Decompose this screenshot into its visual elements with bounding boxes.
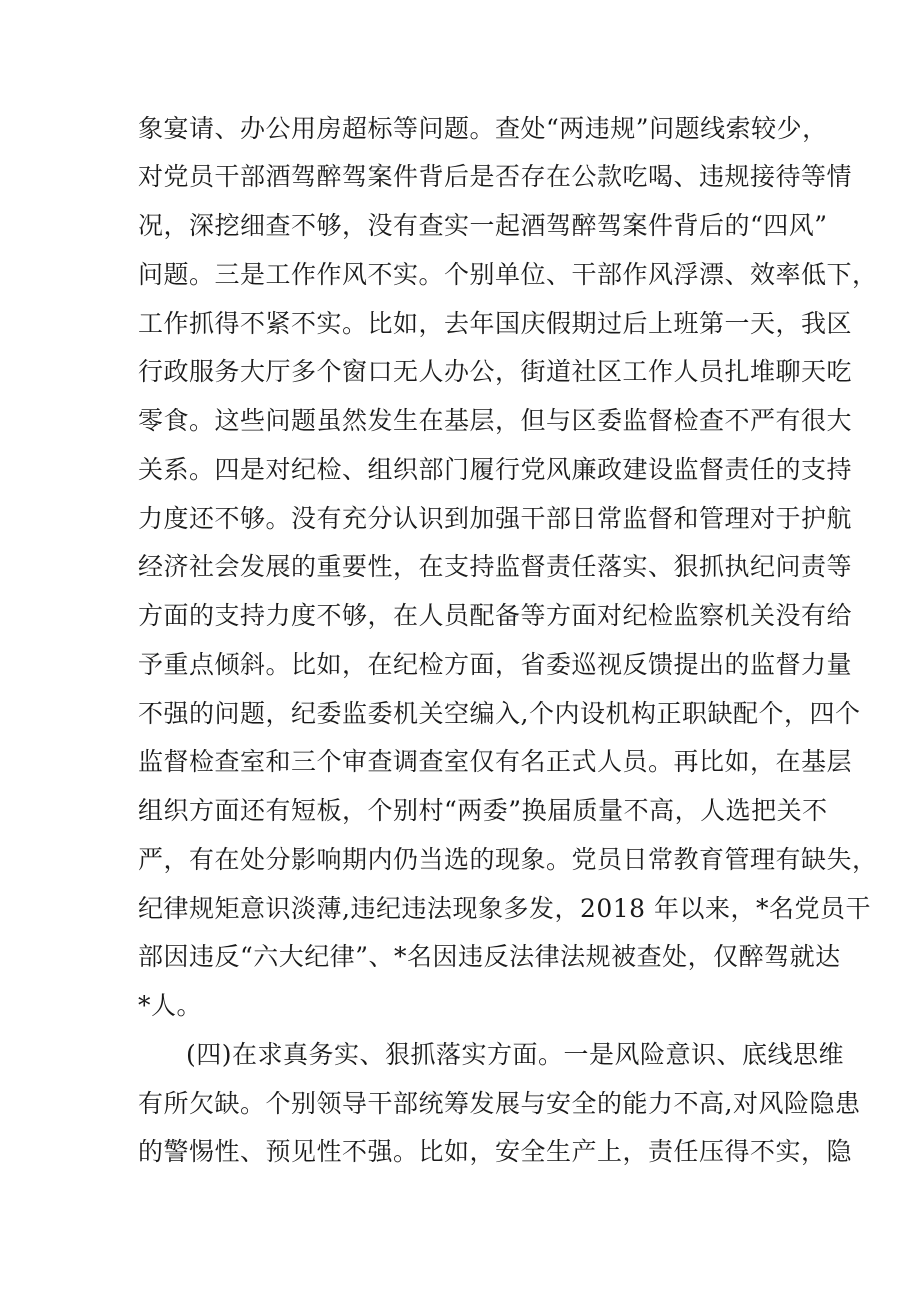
text-line: 象宴请、办公用房超标等问题。查处“两违规”问题线索较少， xyxy=(138,114,828,143)
text-line: 监督检查室和三个审查调查室仅有名正式人员。再比如，在基层 xyxy=(138,747,853,776)
text-line: 的警惕性、预见性不强。比如，安全生产上，责任压得不实，隐 xyxy=(138,1137,853,1166)
text-line: 严，有在处分影响期内仍当选的现象。党员日常教育管理有缺失， xyxy=(138,845,878,874)
text-line: 部因违反“六大纪律”、*名因违反法律法规被查处，仅醉驾就达 xyxy=(138,942,841,971)
text-line: 经济社会发展的重要性，在支持监督责任落实、狠抓执纪问责等 xyxy=(138,552,853,581)
section-heading-line: (四)在求真务实、狠抓落实方面。一是风险意识、底线思维 xyxy=(186,1040,845,1069)
text-line: 行政服务大厅多个窗口无人办公，街道社区工作人员扎堆聊天吃 xyxy=(138,357,853,386)
text-line: 力度还不够。没有充分认识到加强干部日常监督和管理对于护航 xyxy=(138,504,853,533)
text-line: 零食。这些问题虽然发生在基层，但与区委监督检查不严有很大 xyxy=(138,406,853,435)
text-line: 工作抓得不紧不实。比如，去年国庆假期过后上班第一天，我区 xyxy=(138,309,853,338)
text-line: 纪律规矩意识淡薄,违纪违法现象多发，2018 年以来，*名党员干 xyxy=(138,894,872,923)
text-line: 方面的支持力度不够，在人员配备等方面对纪检监察机关没有给 xyxy=(138,601,853,630)
text-line: 对党员干部酒驾醉驾案件背后是否存在公款吃喝、违规接待等情 xyxy=(138,162,853,191)
text-line: 组织方面还有短板，个别村“两委”换届质量不高，人选把关不 xyxy=(138,796,828,825)
text-line: 问题。三是工作作风不实。个别单位、干部作风浮漂、效率低下， xyxy=(138,260,878,289)
text-line: 关系。四是对纪检、组织部门履行党风廉政建设监督责任的支持 xyxy=(138,455,853,484)
text-line: 予重点倾斜。比如，在纪检方面，省委巡视反馈提出的监督力量 xyxy=(138,650,853,679)
text-line: 况，深挖细查不够，没有查实一起酒驾醉驾案件背后的“四风” xyxy=(138,211,828,240)
text-line: *人。 xyxy=(138,991,203,1020)
text-line: 不强的问题，纪委监委机关空编入,个内设机构正职缺配个，四个 xyxy=(138,699,861,728)
text-line: 有所欠缺。个别领导干部统筹发展与安全的能力不高,对风险隐患 xyxy=(138,1089,861,1118)
